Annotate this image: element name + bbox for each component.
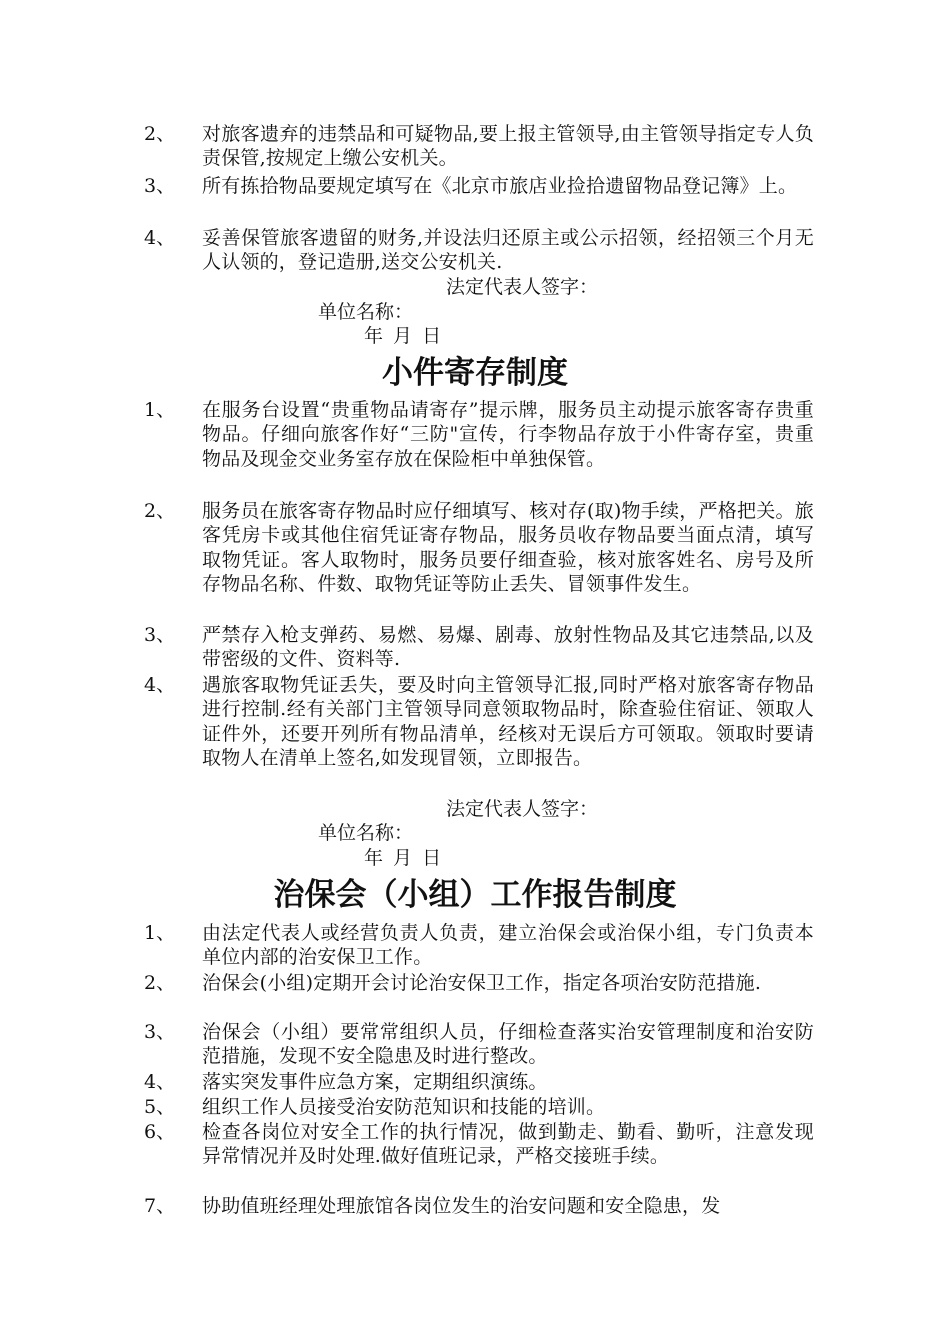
- list-item: [144, 921, 814, 970]
- item-number: 4、: [144, 227, 176, 249]
- item-number: 2、: [144, 972, 176, 994]
- unit-name-label: 单位名称：: [318, 822, 414, 844]
- list-item: [144, 174, 814, 198]
- item-text: 协助值班经理处理旅馆各岗位发生的治安问题和安全隐患，发: [202, 1195, 721, 1217]
- item-text: 妥善保管旅客遗留的财务,并设法归还原主或公示招领，经招领三个月无人认领的，登记造册,送交公安机关.: [202, 227, 814, 274]
- list-item: [144, 673, 814, 771]
- date-label: 年 月 日: [364, 847, 442, 869]
- item-text: 在服务台设置“贵重物品请寄存”提示牌，服务员主动提示旅客寄存贵重物品。仔细向旅客作好“三防"宣传，行李物品存放于小件寄存室，贵重物品及现金交业务室存放在保险柜中单独保管。: [202, 399, 814, 470]
- item-number: 6、: [144, 1121, 176, 1143]
- item-text: 检查各岗位对安全工作的执行情况，做到勤走、勤看、勤听，注意发现异常情况并及时处理.做好值班记录，严格交接班手续。: [202, 1121, 814, 1168]
- legal-representative-signature: 法定代表人签字：: [446, 798, 599, 820]
- item-number: 2、: [144, 123, 176, 145]
- item-number: 3、: [144, 624, 176, 646]
- item-number: 4、: [144, 1071, 176, 1093]
- item-number: 2、: [144, 500, 176, 522]
- item-text: 治保会（小组）要常常组织人员，仔细检查落实治安管理制度和治安防范措施，发现不安全隐患及时进行整改。: [202, 1021, 814, 1068]
- list-item: [144, 971, 814, 995]
- item-text: 所有拣拾物品要规定填写在《北京市旅店业捡拾遗留物品登记簿》上。: [202, 175, 798, 197]
- item-number: 3、: [144, 175, 176, 197]
- list-item: [144, 1095, 814, 1119]
- item-number: 3、: [144, 1021, 176, 1043]
- section-title: 治保会（小组）工作报告制度: [273, 877, 677, 913]
- list-item: [144, 1194, 814, 1218]
- item-text: 治保会(小组)定期开会讨论治安保卫工作，指定各项治安防范措施.: [202, 972, 762, 994]
- date-label: 年 月 日: [364, 325, 442, 347]
- list-item: [144, 398, 814, 471]
- item-number: 1、: [144, 399, 176, 421]
- item-text: 遇旅客取物凭证丢失，要及时向主管领导汇报,同时严格对旅客寄存物品进行控制.经有关部门主管领导同意领取物品时，除查验住宿证、领取人证件外，还要开列所有物品清单，经核对无误后方可领取。领取时要请取物人在清单上签名,如发现冒领，立即报告。: [202, 674, 814, 770]
- list-item: [144, 122, 814, 171]
- item-text: 对旅客遗弃的违禁品和可疑物品,要上报主管领导,由主管领导指定专人负责保管,按规定上缴公安机关。: [202, 123, 814, 170]
- item-text: 严禁存入枪支弹药、易燃、易爆、剧毒、放射性物品及其它违禁品,以及带密级的文件、资料等.: [202, 624, 814, 671]
- list-item: [144, 1070, 814, 1094]
- list-item: [144, 623, 814, 672]
- legal-representative-signature: 法定代表人签字：: [446, 276, 599, 298]
- item-number: 1、: [144, 922, 176, 944]
- item-text: 由法定代表人或经营负责人负责，建立治保会或治保小组，专门负责本单位内部的治安保卫工作。: [202, 922, 814, 969]
- list-item: [144, 1120, 814, 1169]
- item-number: 4、: [144, 674, 176, 696]
- item-text: 组织工作人员接受治安防范知识和技能的培训。: [202, 1096, 606, 1118]
- item-text: 落实突发事件应急方案，定期组织演练。: [202, 1071, 548, 1093]
- item-number: 7、: [144, 1195, 176, 1217]
- section-title: 小件寄存制度: [382, 355, 568, 391]
- list-item: [144, 226, 814, 275]
- list-item: [144, 499, 814, 597]
- item-text: 服务员在旅客寄存物品时应仔细填写、核对存(取)物手续，严格把关。旅客凭房卡或其他住宿凭证寄存物品，服务员收存物品要当面点清，填写取物凭证。客人取物时，服务员要仔细查验，核对旅客姓名、房号及所存物品名称、件数、取物凭证等防止丢失、冒领事件发生。: [202, 500, 814, 596]
- list-item: [144, 1020, 814, 1069]
- unit-name-label: 单位名称：: [318, 301, 414, 323]
- item-number: 5、: [144, 1096, 176, 1118]
